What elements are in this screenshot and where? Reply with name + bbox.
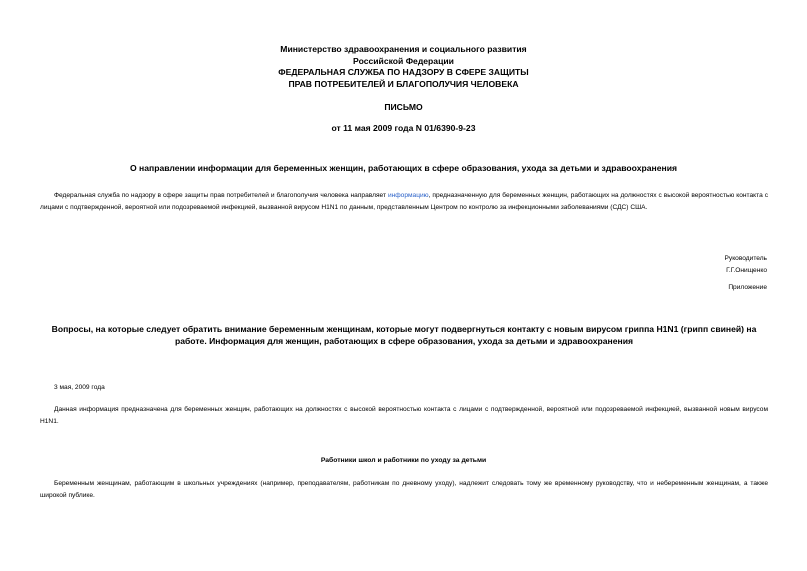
section-heading: Работники школ и работники по уходу за детьми [320,457,487,464]
issuer-line-2: Российской Федерации [353,55,454,66]
document-type: ПИСЬМО [384,102,423,112]
signature-block [725,253,767,277]
issuer-line-1: Министерство здравоохранения и социального развития [280,44,527,54]
issuer-line-3: ФЕДЕРАЛЬНАЯ СЛУЖБА ПО НАДЗОРУ В СФЕРЕ ЗАЩИТЫ [278,67,529,77]
document-subject: О направлении информации для беременных женщин, работающих в сфере образования, ухода за детьми и здравоохранения [129,163,677,173]
appendix-intro-paragraph: Данная информация предназначена для беременных женщин, работающих на должностях с высокой вероятностью контакта с лицами с подтвержденной, вероятной или подозреваемой инфекцией, вызванной новым вирусом H1N1. [40,406,768,425]
document-date-number: от 11 мая 2009 года N 01/6390-9-23 [331,123,476,133]
issuer-header [0,44,807,90]
appendix-title-line-2: работе. Информация для женщин, работающих в сфере образования, ухода за детьми и здравоохранения [174,335,634,346]
signatory-name: Г.Г.Онищенко [726,267,767,274]
appendix-label: Приложение [728,284,767,291]
appendix-title [30,324,778,347]
information-link[interactable]: информацию [387,192,429,199]
letter-paragraph [40,190,768,214]
paragraph-text-end: , предназначенную для беременных женщин, работающих на должностях с высокой вероятностью контакта с лицами с подтвержденной, вероятной или подозреваемой инфекцией, вызванной вирусом H1N1 по данным, представленным Центром по контролю за инфекционными заболеваниями (СДС) США. [40,192,768,211]
issuer-line-4: ПРАВ ПОТРЕБИТЕЛЕЙ И БЛАГОПОЛУЧИЯ ЧЕЛОВЕКА [288,78,519,89]
signatory-role: Руководитель [724,255,767,262]
appendix-title-line-1: Вопросы, на которые следует обратить внимание беременным женщинам, которые могут подвергнуться контакту с новым вирусом гриппа H1N1 (грипп свиней) на [51,324,757,334]
paragraph-text-start: Федеральная служба по надзору в сфере защиты прав потребителей и благополучия человека направляет [54,192,388,199]
appendix-date: 3 мая, 2009 года [54,384,105,391]
section-paragraph: Беременным женщинам, работающим в школьных учреждениях (например, преподавателям, работникам по дневному уходу), надлежит следовать тому же временному руководству, что и небеременным женщинам, а также широкой публике. [40,480,768,499]
